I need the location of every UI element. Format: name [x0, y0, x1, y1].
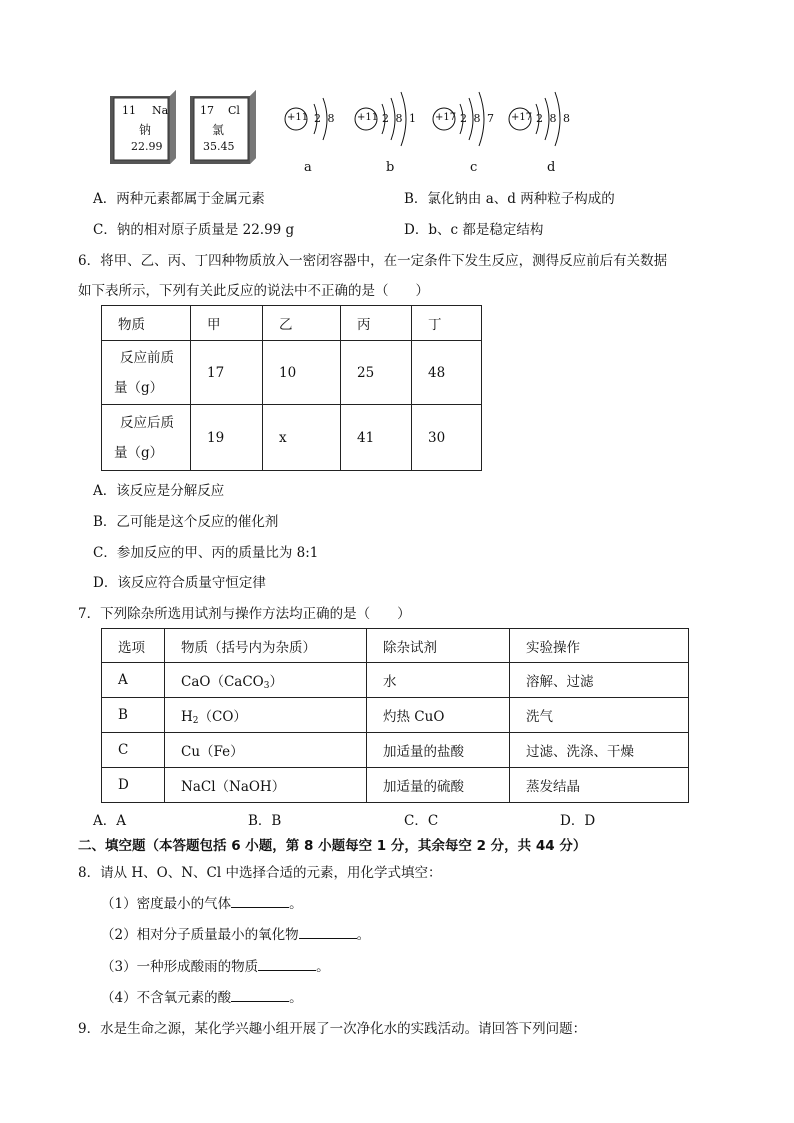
atom-label-d: d [547, 160, 556, 175]
q8-stem: 8．请从 H、O、N、Cl 中选择合适的元素，用化学式填空： [78, 865, 442, 881]
q8-item-4: （4）不含氧元素的酸 。 [101, 986, 303, 1006]
q5-option-c: C．钠的相对原子质量是 22.99 g [93, 222, 295, 238]
atom-label-b: b [386, 160, 395, 175]
q7-answer-c: C．C [404, 813, 439, 829]
answer-blank[interactable] [258, 956, 316, 971]
chlorine-name: 氯 [212, 123, 225, 137]
atom-label-a: a [304, 160, 312, 175]
atom-structure-a: +11 2 8 [284, 92, 346, 148]
table-cell: 41 [341, 405, 412, 471]
sodium-symbol: Na [152, 104, 169, 117]
table-header-cell: 丁 [412, 306, 482, 341]
q7-answer-a: A．A [93, 813, 126, 829]
table-header-cell: 实验操作 [510, 629, 689, 663]
table-header-cell: 物质 [102, 306, 191, 341]
q8-item-1: （1）密度最小的气体 。 [101, 892, 303, 912]
table-header-cell: 选项 [102, 629, 165, 663]
q5-option-a: A．两种元素都属于金属元素 [93, 191, 265, 207]
q7-answer-d: D．D [560, 813, 596, 829]
sodium-name: 钠 [139, 123, 152, 137]
table-cell: 17 [191, 341, 263, 405]
table-row: D NaCl（NaOH） 加适量的硫酸 蒸发结晶 [102, 768, 689, 803]
table-row: B $H_2(CO)$ 灼热 CuO 洗气 [102, 698, 689, 733]
row-label-after: 反应后质 量（g） [102, 405, 191, 471]
table-header-cell: 乙 [263, 306, 341, 341]
table-cell: 25 [341, 341, 412, 405]
atom-label-c: c [470, 160, 478, 175]
table-cell: x [263, 405, 341, 471]
table-row [102, 341, 482, 405]
q6-option-c: C．参加反应的甲、丙的质量比为 8:1 [93, 545, 319, 561]
atom-structure-b: +11 2 8 1 [354, 86, 418, 150]
table-cell: 10 [263, 341, 341, 405]
chlorine-symbol: Cl [228, 104, 240, 117]
atom-structure-d: +17 2 8 8 [508, 86, 572, 150]
table-header-cell: 甲 [191, 306, 263, 341]
table-row: A CaO（CaCO$_3$） 水 溶解、过滤 [102, 663, 689, 698]
q6-option-b: B．乙可能是这个反应的催化剂 [93, 514, 279, 530]
q6-stem-line1: 6．将甲、乙、丙、丁四种物质放入一密闭容器中，在一定条件下发生反应，测得反应前后有关数据 [78, 253, 668, 269]
q5-option-d: D．b、c 都是稳定结构 [404, 222, 544, 238]
q6-stem-line2: 如下表所示，下列有关此反应的说法中不正确的是（ ） [78, 283, 429, 299]
answer-blank[interactable] [231, 987, 289, 1002]
section-heading: 二、填空题（本答题包括 6 小题，第 8 小题每空 1 分，其余每空 2 分，共 44 分） [78, 838, 587, 854]
table-row [102, 405, 482, 471]
q6-data-table [101, 305, 482, 471]
sodium-atomic-number: 11 [122, 104, 136, 117]
q8-item-3: （3）一种形成酸雨的物质 。 [101, 955, 330, 975]
answer-blank[interactable] [231, 893, 289, 908]
q7-data-table [101, 628, 689, 803]
table-row: C Cu（Fe） 加适量的盐酸 过滤、洗涤、干燥 [102, 733, 689, 768]
q5-option-b: B．氯化钠由 a、d 两种粒子构成的 [404, 191, 615, 207]
q7-stem: 7．下列除杂所选用试剂与操作方法均正确的是（ ） [78, 606, 411, 622]
q9-stem: 9．水是生命之源，某化学兴趣小组开展了一次净化水的实践活动。请回答下列问题： [78, 1021, 587, 1037]
sodium-mass: 22.99 [131, 140, 163, 153]
q8-item-2: （2）相对分子质量最小的氧化物 。 [101, 923, 370, 943]
row-label-before: 反应前质 量（g） [102, 341, 191, 405]
table-header-cell: 丙 [341, 306, 412, 341]
atom-structure-c: +17 2 8 7 [432, 86, 496, 150]
answer-blank[interactable] [299, 924, 357, 939]
table-header-cell: 物质（括号内为杂质） [165, 629, 367, 663]
q6-option-a: A．该反应是分解反应 [93, 483, 225, 499]
table-cell: 19 [191, 405, 263, 471]
chlorine-element-card [188, 90, 264, 166]
table-header-cell: 除杂试剂 [367, 629, 510, 663]
q6-option-d: D．该反应符合质量守恒定律 [93, 575, 266, 591]
chlorine-atomic-number: 17 [200, 104, 214, 117]
table-cell: 30 [412, 405, 482, 471]
chlorine-mass: 35.45 [203, 140, 235, 153]
table-cell: 48 [412, 341, 482, 405]
q7-answer-b: B．B [248, 813, 282, 829]
